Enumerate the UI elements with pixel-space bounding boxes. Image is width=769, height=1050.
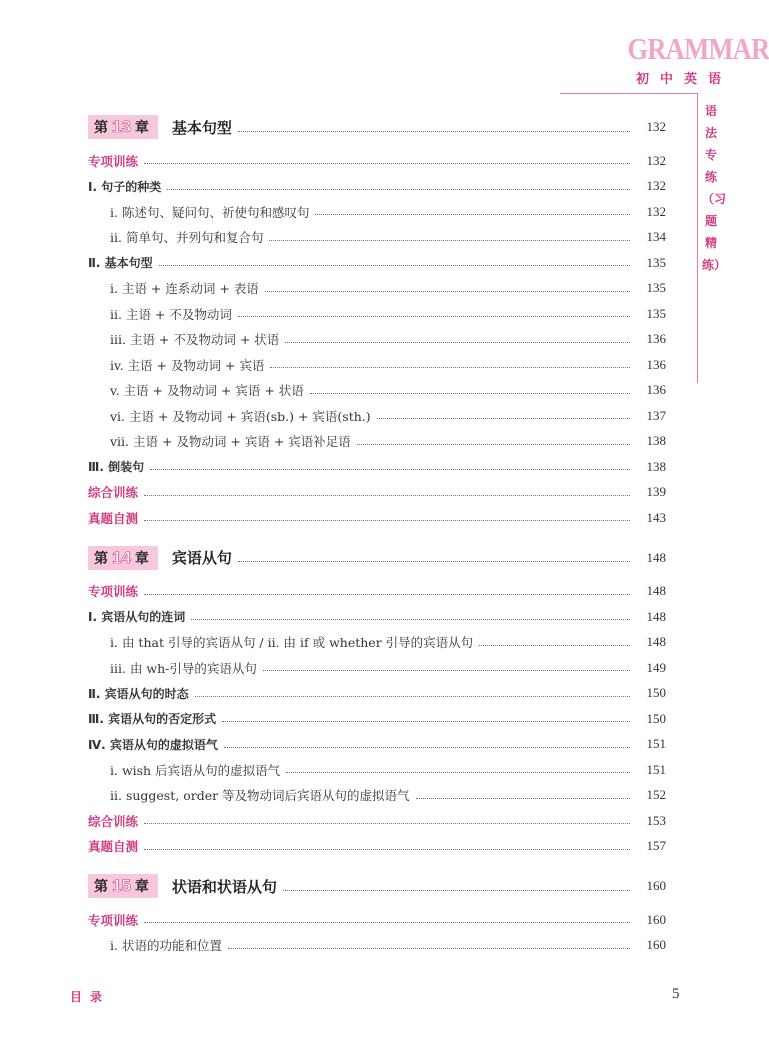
dot-leader <box>195 696 630 697</box>
entry-label: iii. 主语 + 不及物动词 + 状语 <box>110 332 280 348</box>
page-number: 151 <box>646 761 666 777</box>
page-number: 148 <box>646 634 666 650</box>
page-number: 138 <box>646 458 666 474</box>
entry-label: ii. 简单句、并列句和复合句 <box>110 230 264 246</box>
page-number: 153 <box>646 812 666 828</box>
dot-leader <box>270 367 630 368</box>
toc-subsection-row[interactable] <box>88 933 666 959</box>
dot-leader <box>144 922 630 923</box>
toc-heading-row[interactable] <box>88 834 666 860</box>
entry-label: i. 状语的功能和位置 <box>110 938 222 954</box>
entry-label: 真题自测 <box>88 510 139 526</box>
dot-leader <box>310 393 630 394</box>
page-number: 143 <box>646 509 666 525</box>
dot-leader <box>167 189 630 190</box>
entry-label: Ⅰ. 宾语从句的连词 <box>88 610 186 625</box>
toc-section-row[interactable] <box>88 732 666 758</box>
dot-leader <box>144 849 630 850</box>
side-divider <box>697 93 698 383</box>
dot-leader <box>159 265 630 266</box>
dot-leader <box>265 291 630 292</box>
toc-section-row[interactable] <box>88 681 666 707</box>
page-number: 150 <box>646 685 666 701</box>
entry-label: ii. 主语 + 不及物动词 <box>110 306 232 322</box>
page-number: 134 <box>646 229 666 245</box>
entry-label: 专项训练 <box>88 153 139 169</box>
toc-section-row[interactable] <box>88 454 666 480</box>
brand-divider <box>560 93 698 94</box>
page-number: 137 <box>646 407 666 423</box>
brand-block <box>612 31 769 87</box>
dot-leader <box>238 561 630 562</box>
dot-leader <box>144 163 630 164</box>
entry-label: 专项训练 <box>88 584 139 600</box>
brand-title: GRAMMAR <box>627 31 769 66</box>
dot-leader <box>144 495 630 496</box>
entry-label: Ⅰ. 句子的种类 <box>88 179 162 194</box>
page-number: 136 <box>646 331 666 347</box>
dot-leader <box>150 469 630 470</box>
entry-label: Ⅱ. 宾语从句的时态 <box>88 686 189 701</box>
chapter-badge <box>88 546 158 570</box>
page-number: 138 <box>646 433 666 449</box>
entry-label: vii. 主语 + 及物动词 + 宾语 + 宾语补足语 <box>110 434 351 450</box>
toc-section-row[interactable] <box>88 706 666 732</box>
page-number: 160 <box>646 937 666 953</box>
entry-label: 综合训练 <box>88 485 139 501</box>
dot-leader <box>479 645 630 646</box>
dot-leader <box>357 444 630 445</box>
toc-subsection-row[interactable] <box>88 403 666 429</box>
toc-subsection-row[interactable] <box>88 327 666 353</box>
toc-subsection-row[interactable] <box>88 630 666 656</box>
entry-label: Ⅳ. 宾语从句的虚拟语气 <box>88 737 218 752</box>
dot-leader <box>144 823 630 824</box>
entry-label: iii. 由 wh-引导的宾语从句 <box>110 660 257 676</box>
page-number: 148 <box>646 608 666 624</box>
entry-label: i. wish 后宾语从句的虚拟语气 <box>110 762 281 778</box>
dot-leader <box>238 316 630 317</box>
dot-leader <box>377 418 630 419</box>
toc-spacer <box>88 531 666 541</box>
page-number: 148 <box>646 583 666 599</box>
toc-heading-row[interactable] <box>88 808 666 834</box>
toc-subsection-row[interactable] <box>88 757 666 783</box>
side-title: 语法专练（习题精练） <box>702 104 727 272</box>
toc-chapter-row[interactable] <box>88 871 666 901</box>
table-of-contents <box>88 110 666 958</box>
toc-subsection-row[interactable] <box>88 301 666 327</box>
entry-label: i. 由 that 引导的宾语从句 / ii. 由 if 或 whether 引导的宾语从句 <box>110 635 474 651</box>
page-number: 149 <box>646 659 666 675</box>
toc-chapter-row[interactable] <box>88 543 666 573</box>
dot-leader <box>238 131 630 132</box>
dot-leader <box>222 721 630 722</box>
page-number: 132 <box>646 178 666 194</box>
toc-subsection-row[interactable] <box>88 352 666 378</box>
entry-label: i. 主语 + 连系动词 + 表语 <box>110 281 259 297</box>
footer-page-number: 5 <box>672 986 680 1002</box>
chapter-title: 宾语从句 <box>171 549 232 567</box>
chapter-title: 基本句型 <box>171 118 232 137</box>
dot-leader <box>416 798 630 799</box>
chapter-prefix: 第 <box>94 120 108 136</box>
page-number: 139 <box>646 484 666 500</box>
page-number: 132 <box>646 203 666 219</box>
entry-label: 真题自测 <box>88 839 139 855</box>
page-number: 152 <box>646 787 666 803</box>
dot-leader <box>191 619 630 620</box>
page-number: 151 <box>646 736 666 752</box>
entry-label: 综合训练 <box>88 813 139 829</box>
entry-label: Ⅲ. 宾语从句的否定形式 <box>88 712 217 727</box>
dot-leader <box>228 948 630 949</box>
toc-subsection-row[interactable] <box>88 199 666 225</box>
dot-leader <box>285 342 630 343</box>
entry-label: i. 陈述句、疑问句、祈使句和感叹句 <box>110 204 310 220</box>
toc-subsection-row[interactable] <box>88 276 666 302</box>
page-number: 150 <box>646 710 666 726</box>
chapter-suffix: 章 <box>134 120 149 136</box>
entry-label: ii. suggest, order 等及物动词后宾语从句的虚拟语气 <box>110 788 410 804</box>
chapter-suffix: 章 <box>134 550 149 567</box>
page-number: 157 <box>646 838 666 854</box>
entry-label: Ⅱ. 基本句型 <box>88 256 153 271</box>
toc-heading-row[interactable] <box>88 480 666 506</box>
entry-label: v. 主语 + 及物动词 + 宾语 + 状语 <box>110 383 304 399</box>
page-number: 160 <box>646 878 666 893</box>
page-number: 136 <box>646 382 666 398</box>
toc-section-row[interactable] <box>88 250 666 276</box>
toc-subsection-row[interactable] <box>88 429 666 455</box>
page-number: 132 <box>646 152 666 168</box>
dot-leader <box>224 747 630 748</box>
page-number: 132 <box>646 119 666 134</box>
toc-chapter-row[interactable] <box>88 112 666 142</box>
entry-label: iv. 主语 + 及物动词 + 宾语 <box>110 357 265 373</box>
page-number: 136 <box>646 356 666 372</box>
dot-leader <box>315 214 630 215</box>
entry-label: vi. 主语 + 及物动词 + 宾语(sb.) + 宾语(sth.) <box>110 408 371 424</box>
chapter-title: 状语和状语从句 <box>171 877 277 896</box>
entry-label: 专项训练 <box>88 912 139 928</box>
chapter-badge <box>88 874 158 898</box>
toc-subsection-row[interactable] <box>88 378 666 404</box>
chapter-number: 15 <box>112 876 131 895</box>
page-number: 135 <box>646 280 666 296</box>
entry-label: Ⅲ. 倒装句 <box>88 460 145 475</box>
dot-leader <box>269 240 630 241</box>
dot-leader <box>144 520 630 521</box>
dot-leader <box>263 670 630 671</box>
chapter-number: 14 <box>112 547 131 567</box>
toc-heading-row[interactable] <box>88 579 666 605</box>
toc-section-row[interactable] <box>88 174 666 200</box>
toc-heading-row[interactable] <box>88 907 666 933</box>
page-number: 135 <box>646 305 666 321</box>
page-number: 135 <box>646 254 666 270</box>
toc-subsection-row[interactable] <box>88 655 666 681</box>
dot-leader <box>286 772 630 773</box>
chapter-suffix: 章 <box>134 879 149 895</box>
dot-leader <box>283 890 630 891</box>
toc-subsection-row[interactable] <box>88 783 666 809</box>
toc-section-row[interactable] <box>88 604 666 630</box>
toc-heading-row[interactable] <box>88 148 666 174</box>
chapter-prefix: 第 <box>94 550 108 567</box>
toc-subsection-row[interactable] <box>88 225 666 251</box>
chapter-badge <box>88 115 158 139</box>
toc-spacer <box>88 859 666 869</box>
page-number: 148 <box>646 549 666 565</box>
toc-heading-row[interactable] <box>88 505 666 531</box>
chapter-number: 13 <box>112 117 131 136</box>
chapter-prefix: 第 <box>94 879 108 895</box>
dot-leader <box>144 594 630 595</box>
brand-subtitle: 初中英语 <box>635 72 732 87</box>
page-number: 160 <box>646 911 666 927</box>
footer-section-label: 目录 <box>70 990 111 1004</box>
